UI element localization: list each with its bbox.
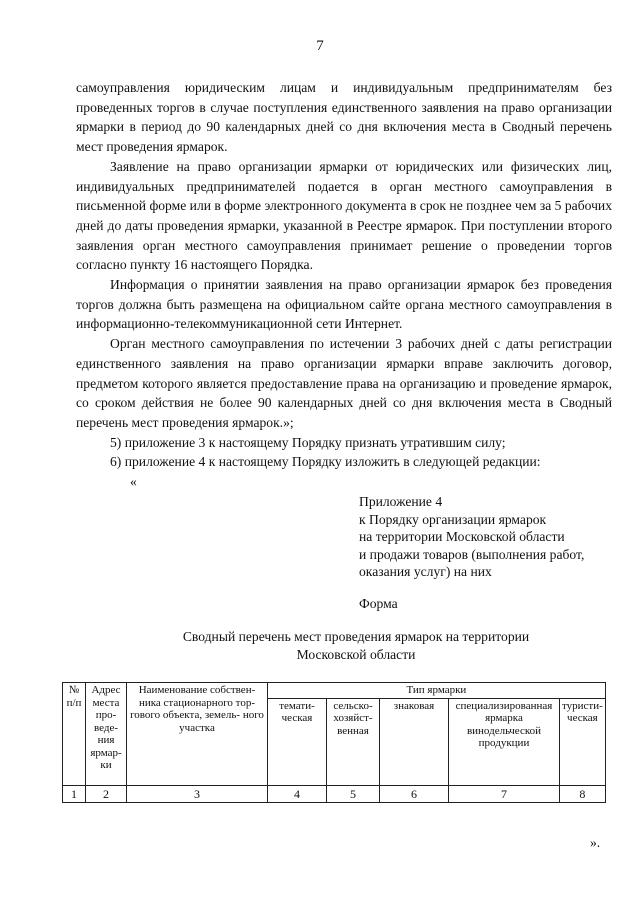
paragraph-continuation: самоуправления юридическим лицам и индивидуальным предпринимателям без проведенных торгов в случае поступления единственного заявления на право организации ярмарки в период до 90 календарных дней со дня включения места в Сводный перечень мест проведения ярмарок. bbox=[76, 80, 612, 155]
col-number-header: № п/п bbox=[63, 683, 86, 786]
table-number-row bbox=[63, 785, 606, 803]
col-landmark-header: знаковая bbox=[380, 698, 449, 785]
appendix-header bbox=[359, 493, 584, 581]
column-number: 3 bbox=[127, 785, 268, 803]
col-wine-header: специализированная ярмарка винодельческой продукции bbox=[449, 698, 560, 785]
column-number: 1 bbox=[63, 785, 86, 803]
list-item-6: 6) приложение 4 к настоящему Порядку изложить в следующей редакции: bbox=[110, 454, 541, 470]
paragraph-local-authority: Орган местного самоуправления по истечении 3 рабочих дней с даты регистрации единственного заявления на право организации ярмарки вправе заключить договор, предметом которого является предоставление права на организацию и проведение ярмарок, со сроком действия не более 90 календарных дней со дня включения места в Сводный перечень мест проведения ярмарок.»; bbox=[76, 336, 612, 430]
list-item-5: 5) приложение 3 к настоящему Порядку признать утратившим силу; bbox=[110, 434, 506, 450]
table-header-row bbox=[63, 683, 606, 699]
column-number: 2 bbox=[86, 785, 127, 803]
form-label: Форма bbox=[359, 596, 398, 611]
appendix-line: Приложение 4 bbox=[359, 494, 443, 509]
column-number: 8 bbox=[560, 785, 606, 803]
fair-type-group-header: Тип ярмарки bbox=[268, 683, 606, 699]
column-number: 6 bbox=[380, 785, 449, 803]
appendix-line: к Порядку организации ярмарок bbox=[359, 511, 547, 527]
column-number: 7 bbox=[449, 785, 560, 803]
paragraph-information: Информация о принятии заявления на право организации ярмарок без проведения торгов должна быть размещена на официальном сайте органа местного самоуправления в информационно-телекоммуникационной сети Интернет. bbox=[76, 277, 612, 332]
column-number: 4 bbox=[268, 785, 327, 803]
paragraph-application: Заявление на право организации ярмарки от юридических или физических лиц, индивидуальных предпринимателей подается в орган местного самоуправления в письменной форме или в форме электронного документа в срок не позднее чем за 5 рабочих дней до даты проведения ярмарки, указанной в Реестре ярмарок. При поступлении второго заявления орган местного самоуправления принимает решение о проведении торгов согласно пункту 16 настоящего Порядка. bbox=[76, 158, 612, 273]
col-thematic-header: темати- ческая bbox=[268, 698, 327, 785]
table-title-line: Сводный перечень мест проведения ярмарок на территории bbox=[182, 629, 530, 644]
page-number: 7 bbox=[316, 38, 324, 54]
document-body bbox=[76, 78, 612, 492]
table-title-line: Московской области bbox=[296, 647, 416, 662]
appendix-line: на территории Московской области bbox=[359, 529, 565, 544]
fair-register-table bbox=[62, 682, 606, 803]
col-agricultural-header: сельско- хозяйст- венная bbox=[327, 698, 380, 785]
col-address-header: Адрес места про- веде- ния ярмар- ки bbox=[86, 683, 127, 786]
col-owner-header: Наименование собствен- ника стационарного тор- гового объекта, земель- ного участка bbox=[127, 683, 268, 786]
table-title bbox=[140, 628, 572, 664]
col-tourist-header: туристи- ческая bbox=[560, 698, 606, 785]
opening-quote: « bbox=[130, 474, 137, 490]
column-number: 5 bbox=[327, 785, 380, 803]
appendix-line: и продажи товаров (выполнения работ, bbox=[359, 546, 585, 562]
closing-quote: ». bbox=[590, 835, 601, 850]
appendix-line: оказания услуг) на них bbox=[359, 564, 492, 579]
